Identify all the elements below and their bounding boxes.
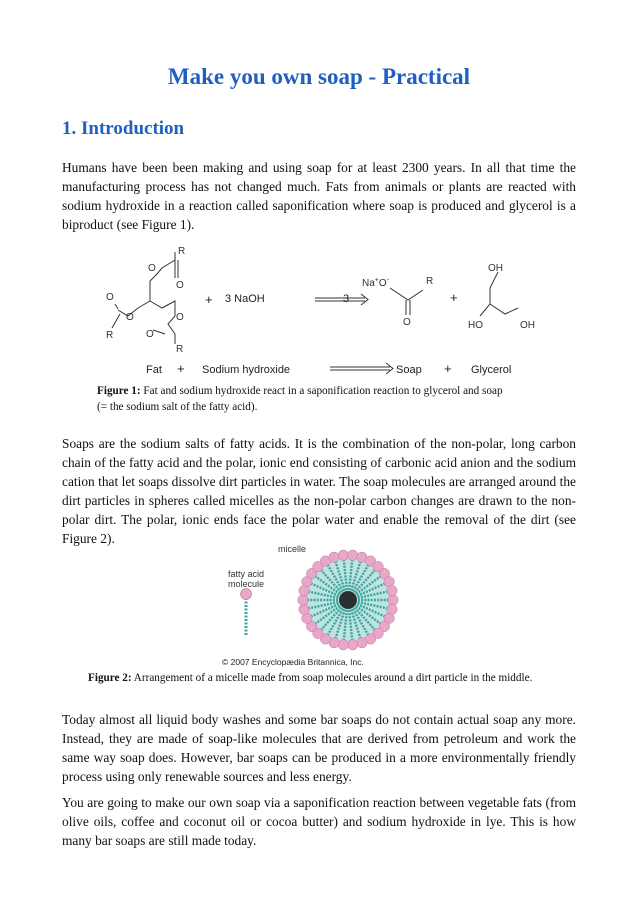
- plus-sign: +: [444, 361, 452, 376]
- figure-1-caption-line1: Fat and sodium hydroxide react in a saponification reaction to glycerol and soap: [143, 385, 503, 397]
- atom-label-oh-top: OH: [488, 263, 503, 274]
- atom-label-r-top: R: [178, 246, 186, 257]
- atom-label-r-left: R: [106, 330, 114, 341]
- micelle-sphere: [298, 550, 398, 650]
- atom-label-o: O: [126, 312, 134, 323]
- figure-1-caption-line2: (= the sodium salt of the fatty acid).: [97, 401, 258, 413]
- atom-label-r-soap: R: [426, 276, 434, 287]
- atom-label-ho: HO: [468, 320, 483, 331]
- paragraph-practical-task: You are going to make our own soap via a saponification reaction between vegetable fats (from olive oils, coffee and coconut oil or cocoa butter) and sodium hydroxide in lye. This is how many bar soaps are still made today.: [62, 795, 576, 848]
- atom-label-o: O: [148, 263, 156, 274]
- figure-2-micelle-diagram: [200, 538, 440, 668]
- atom-label-r-bottom: R: [176, 344, 184, 355]
- label-sodium-hydroxide: Sodium hydroxide: [202, 364, 291, 376]
- paragraph-modern-soaps: Today almost all liquid body washes and some bar soaps do not contain actual soap any more. Instead, they are made of soap-like molecules that are derived from petroleum and work the same way soap does. However, bar soaps can be produced in a more environmentally friendly process using only renewable sources and less energy.: [62, 712, 576, 784]
- plus-sign: +: [205, 292, 213, 307]
- atom-label-oh-right: OH: [520, 320, 535, 331]
- label-fat: Fat: [146, 364, 162, 376]
- paragraph-history: Humans have been been making and using soap for at least 2300 years. In all that time the manufacturing process has not changed much. Fats from animals or plants are reacted with sodium hydroxide in a reaction called saponification where soap is produced and glycerol is a biproduct (see Figure 1).: [62, 160, 576, 232]
- soap-sodium-label: Na+O-: [362, 277, 390, 289]
- figure-2-caption-text: Arrangement of a micelle made from soap molecules around a dirt particle in the middle.: [133, 672, 533, 684]
- figure-2-caption: [88, 670, 568, 686]
- atom-label-o: O: [106, 292, 114, 303]
- figure-1-reaction-diagram: [90, 238, 560, 380]
- label-micelle: micelle: [278, 544, 307, 554]
- label-fatty-acid: fatty acid: [228, 569, 265, 579]
- copyright-notice: © 2007 Encyclopædia Britannica, Inc.: [222, 657, 364, 667]
- plus-sign: +: [450, 290, 458, 305]
- label-molecule: molecule: [228, 579, 265, 589]
- atom-label-o: O: [146, 329, 154, 340]
- figure-1-caption-label: Figure 1:: [97, 385, 141, 397]
- reagent-naoh: 3 NaOH: [225, 293, 265, 305]
- paragraph-soap-chemistry: Soaps are the sodium salts of fatty acids. It is the combination of the non-polar, long carbon chain of the fatty acid and the polar, ionic end consisting of carbonic acid anion and the sodium cation that let soaps dissolve dirt particles in water. The soap molecules are arranged around the dirt particles in spheres called micelles as the non-polar carbon changes are drawn to the non-polar dirt. The polar, ionic ends face the polar water and enable the removal of the dirt (see Figure 2).: [62, 436, 576, 546]
- page-title: Make you own soap - Practical: [167, 64, 471, 89]
- atom-label-o: O: [176, 312, 184, 323]
- atom-label-o-soap: O: [403, 317, 411, 328]
- section-heading-introduction: 1. Introduction: [62, 118, 185, 139]
- atom-label-o: O: [176, 280, 184, 291]
- soap-coefficient: 3: [343, 293, 350, 305]
- label-glycerol: Glycerol: [471, 364, 512, 376]
- plus-sign: +: [177, 361, 185, 376]
- figure-1-caption: [97, 383, 567, 415]
- figure-2-caption-label: Figure 2:: [88, 672, 132, 684]
- label-soap: Soap: [396, 364, 422, 376]
- fatty-acid-molecule-illustration: [241, 589, 252, 637]
